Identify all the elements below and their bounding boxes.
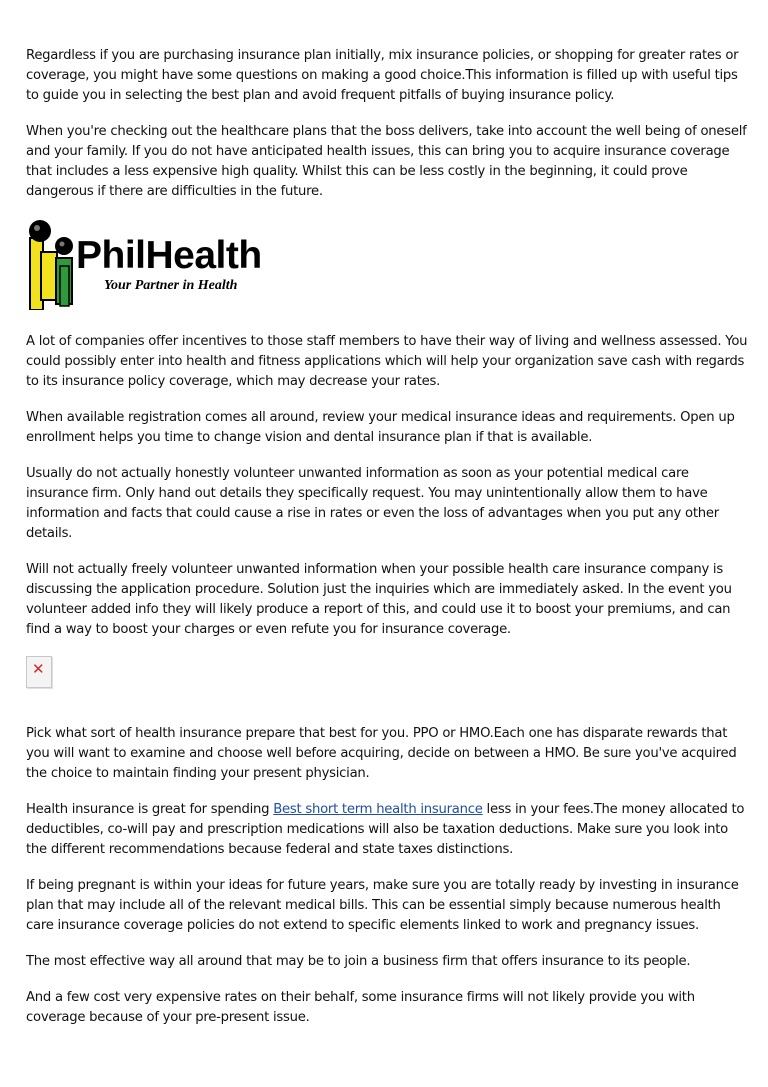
paragraph-spending (26, 800, 748, 860)
paragraph-application: Will not actually freely volunteer unwanted information when your possible health care insurance company is discussing the application procedure. Solution just the inquiries which are immediately asked. In the event you volunteer added info they will likely produce a report of this, and could use it to boost your premiums, and can find a way to boost your charges or even refute you for insurance coverage. (26, 562, 732, 637)
paragraph-spending-before: Health insurance is great for spending (26, 802, 274, 817)
logo-brand-text: PhilHealth (76, 234, 262, 277)
paragraph-pregnancy: If being pregnant is within your ideas for future years, make sure you are totally ready by investing in insurance plan that may include all of the relevant medical bills. This can be essential simply because numerous health care insurance coverage policies do not extend to specific elements linked to work and pregnancy issues. (26, 878, 739, 933)
paragraph-spending-after: less in your fees.The money allocated to deductibles, co-will pay and prescription medications will also be taxation deductions. Make sure you look into the different recommendations because federal and state taxes distinctions. (26, 802, 745, 857)
paragraph-intro: Regardless if you are purchasing insurance plan initially, mix insurance policies, or shopping for greater rates or coverage, you might have some questions on making a good choice.This information is filled up with useful tips to guide you in selecting the best plan and avoid frequent pitfalls of buying insurance policy. (26, 48, 739, 103)
paragraph-business-firm: The most effective way all around that may be to join a business firm that offers insurance to its people. (26, 954, 691, 969)
broken-image-icon: ✕ (32, 660, 45, 678)
paragraph-ppo-hmo: Pick what sort of health insurance prepare that best for you. PPO or HMO.Each one has disparate rewards that you will want to examine and choose well before acquiring, decide on between a HMO. Be sure you've acquired the choice to maintain finding your present physician. (26, 726, 737, 781)
document-page (26, 46, 748, 1044)
philhealth-logo (26, 218, 296, 310)
broken-image (26, 656, 52, 688)
short-term-insurance-link[interactable]: Best short term health insurance (273, 802, 483, 817)
paragraph-pre-existing: And a few cost very expensive rates on their behalf, some insurance firms will not likely provide you with coverage because of your pre-present issue. (26, 990, 695, 1025)
paragraph-registration: When available registration comes all around, review your medical insurance ideas and requirements. Open up enrollment helps you time to change vision and dental insurance plan if that is available. (26, 410, 735, 445)
logo-tagline: Your Partner in Health (104, 278, 238, 293)
paragraph-volunteer-info: Usually do not actually honestly volunteer unwanted information as soon as your potential medical care insurance firm. Only hand out details they specifically request. You may unintentionally allow them to have information and facts that could cause a rise in rates or even the loss of advantages when you put any other details. (26, 466, 719, 541)
paragraph-incentives: A lot of companies offer incentives to those staff members to have their way of living and wellness assessed. You could possibly enter into health and fitness applications which will help your organization save cash with regards to its insurance policy coverage, which may decrease your rates. (26, 334, 748, 389)
paragraph-employer-plans: When you're checking out the healthcare plans that the boss delivers, take into account the well being of oneself and your family. If you do not have anticipated health issues, this can bring you to acquire insurance coverage that includes a less expensive high quality. Whilst this can be less costly in the beginning, it could prove dangerous if there are difficulties in the future. (26, 124, 747, 199)
